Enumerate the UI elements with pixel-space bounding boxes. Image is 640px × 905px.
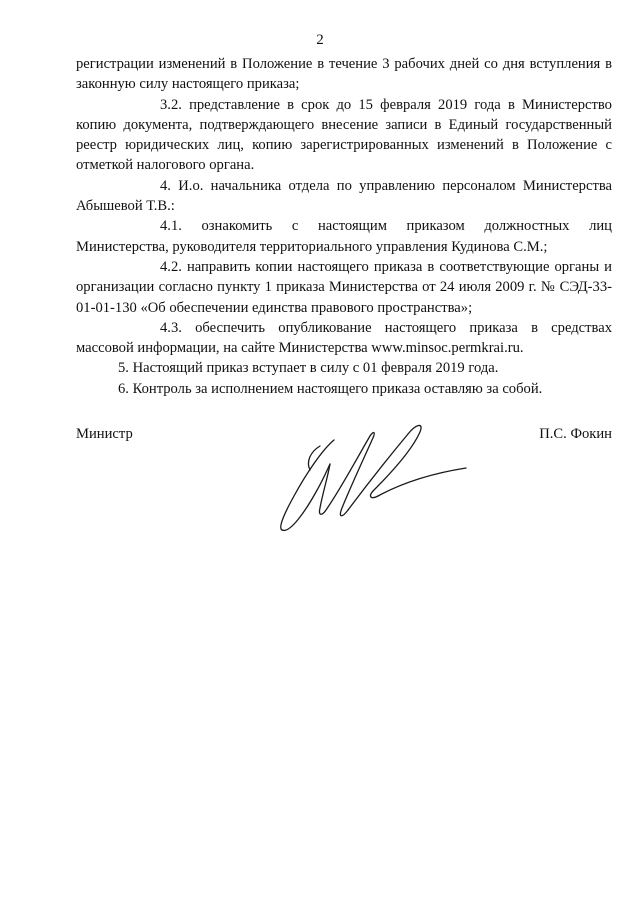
paragraph-text: регистрации изменений в Положение в течение 3 рабочих дней со дня вступления в законную силу настоящего приказа;	[76, 56, 612, 93]
paragraph-continuation	[76, 54, 612, 95]
paragraph-4-3	[76, 318, 612, 359]
paragraph-number: 4.3.	[160, 319, 182, 336]
signer-name: П.С. Фокин	[539, 426, 612, 442]
paragraph-number: 4.2.	[160, 258, 182, 275]
paragraph-number: 4.1.	[160, 218, 182, 235]
paragraph-text: ознакомить с настоящим приказом должностных лиц Министерства, руководителя территориального управления Кудинова С.М.;	[76, 218, 612, 255]
paragraph-4-2	[76, 257, 612, 318]
paragraph-text: 6. Контроль за исполнением настоящего приказа оставляю за собой.	[118, 380, 543, 397]
paragraph-4-1	[76, 216, 612, 257]
paragraph-text: обеспечить опубликование настоящего приказа в средствах массовой информации, на сайте Министерства www.minsoc.permkrai.ru.	[76, 319, 612, 357]
signer-title: Министр	[76, 426, 133, 442]
handwritten-signature	[270, 412, 470, 542]
paragraph-3-2	[76, 95, 612, 176]
paragraph-4	[76, 176, 612, 217]
page-number: 2	[316, 32, 324, 48]
document-body	[76, 54, 612, 399]
paragraph-text: направить копии настоящего приказа в соответствующие органы и организации согласно пункту 1 приказа Министерства от 24 июля 2009 г. № СЭД-33-01-01-130 «Об обеспечении единства правового пространства»;	[76, 258, 612, 316]
paragraph-number: 3.2.	[160, 96, 182, 113]
paragraph-text: И.о. начальника отдела по управлению персоналом Министерства Абышевой Т.В.:	[76, 177, 612, 215]
paragraph-text: представление в срок до 15 февраля 2019 года в Министерство копию документа, подтверждающего внесение записи в Единый государственный реестр юридических лиц, копию зарегистрированных изменений в Положение с отметкой налогового органа.	[76, 96, 612, 174]
paragraph-6	[76, 379, 612, 399]
paragraph-number: 4.	[160, 177, 171, 194]
paragraph-5	[76, 358, 612, 378]
paragraph-text: 5. Настоящий приказ вступает в силу с 01 февраля 2019 года.	[118, 360, 499, 377]
